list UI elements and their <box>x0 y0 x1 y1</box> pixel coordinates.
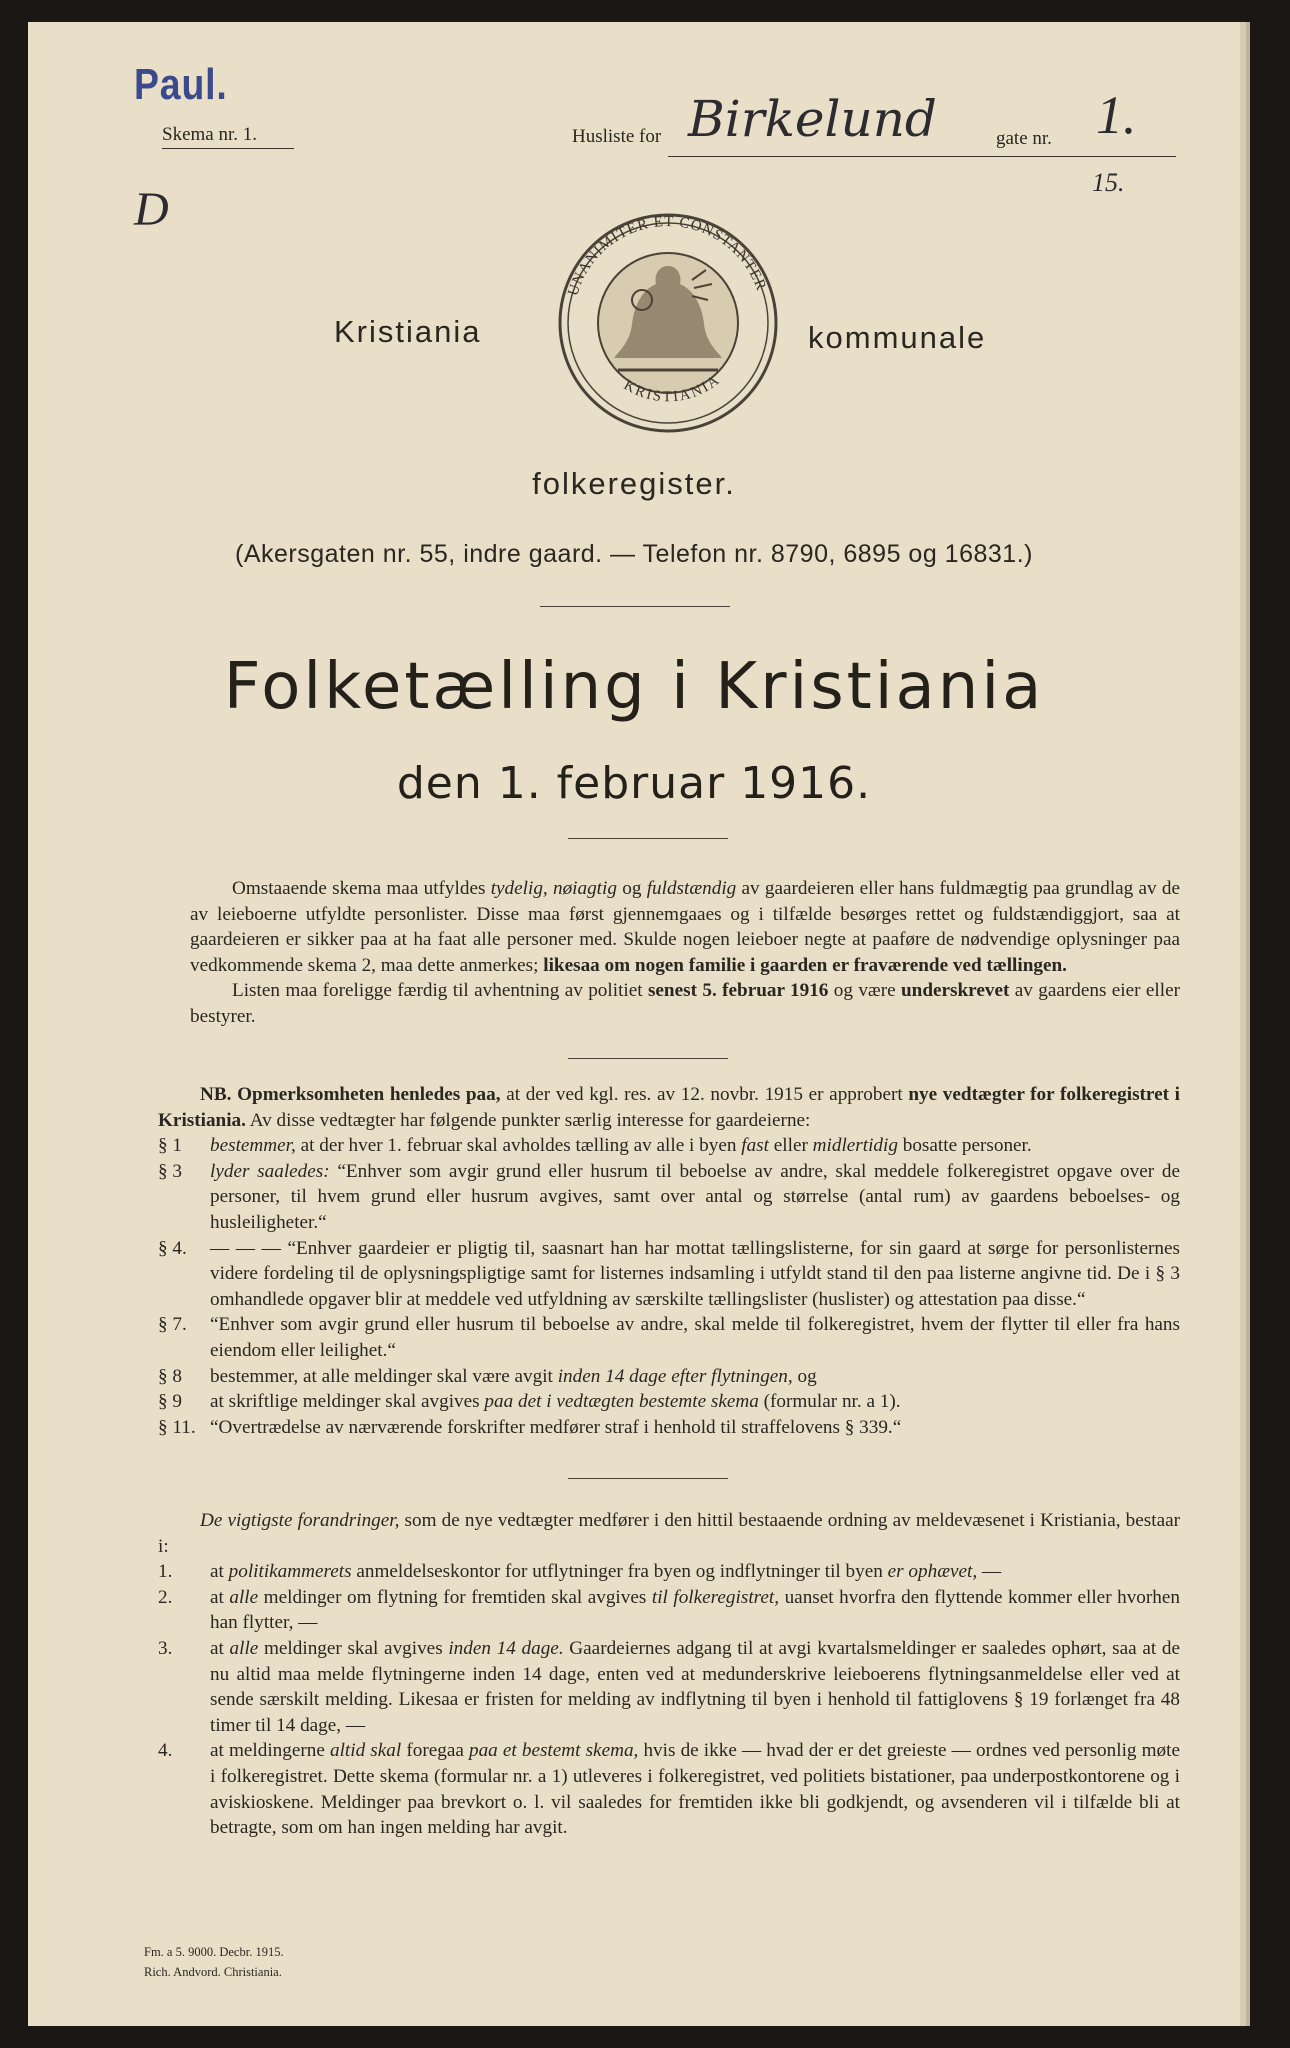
document-page <box>28 22 1246 2026</box>
section-4: § 4. — — — “Enhver gaardeier er pligtig til, saasnart han har mottat tællingslisterne, for sin gaard at sørge for personlisternes videre fordeling til de oplysningspligtige samt for listernes indsamling i utfyldt stand til den paa listerne angivne tid. De i § 3 omhandlede opgaver blir at meddele ved utfyldning av særskilte tællingslister (huslister) og attestation paa disse.“ <box>158 1237 1180 1310</box>
nb-section <box>158 1082 1180 1440</box>
divider-2 <box>568 838 728 839</box>
husliste-label: Husliste for <box>572 126 662 147</box>
handwritten-corner-mark: D <box>134 183 169 236</box>
section-3: § 3 lyder saaledes: “Enhver som avgir grund eller husrum til beboelse av andre, skal meddele folkeregistret opgave over de personer, til hvem grund eller husrum avgives, samt over antal og størrelse (antal rum) av gaardens beboelses- og husleiligheter.“ <box>158 1160 1180 1233</box>
footer-line-1: Fm. a 5. 9000. Decbr. 1915. <box>144 1945 284 1959</box>
city-seal-icon <box>554 210 782 436</box>
masthead-left-word: Kristiania <box>334 314 482 349</box>
changes-lead: De vigtigste forandringer, som de nye vedtægter medfører i den hittil bestaaende ordning av meldevæsenet i Kristiania, bestaar i: <box>158 1510 1180 1557</box>
svg-text:KRISTIANIA: KRISTIANIA <box>620 371 724 406</box>
intro-paragraph-1: Omstaaende skema maa utfyldes tydelig, nøiagtig og fuldstændig av gaardeieren eller hans fuldmægtig paa grundlag av de av leieboerne utfyldte personlister. Disse maa først gjennemgaaes og i tilfælde besørges rettet og fuldstændiggjort, saa at gaardeieren er sikker paa at ha faat alle personer med. Skulde nogen leieboer negte at paaføre de nødvendige oplysninger paa vedkommende skema 2, maa dette anmerkes; likesaa om nogen familie i gaarden er fraværende ved tællingen. <box>190 878 1181 976</box>
masthead-subtitle: folkeregister. <box>532 466 736 501</box>
nb-lead: NB. Opmerksomheten henledes paa, at der ved kgl. res. av 12. novbr. 1915 er approbert nye vedtægter for folkeregistret i Kristiania. Av disse vedtægter har følgende punkter særlig interesse for gaardeierne: <box>158 1084 1180 1131</box>
masthead-right-word: kommunale <box>808 320 987 355</box>
handwritten-number: 1. <box>1096 85 1137 145</box>
change-item-4: 4. at meldingerne altid skal foregaa paa et bestemt skema, hvis de ikke — hvad der er det greieste — ordnes ved personlig møte i folkeregistret. Dette skema (formular nr. a 1) utleveres i folkeregistret, ved politiets bistationer, paa underpostkontorene og i aviskioskene. Meldinger paa brevkort o. l. vil saaledes for fremtiden ikke bli godkjendt, og avsenderen vil i tilfælde bli at betragte, som om han ingen melding har avgit. <box>158 1740 1180 1839</box>
section-11: § 11. “Overtrædelse av nærværende forskrifter medfører straf i henhold til straffelovens § 339.“ <box>158 1416 902 1438</box>
changes-section <box>158 1508 1180 1841</box>
divider-1 <box>540 606 730 607</box>
svg-text:UNANIMITER ET CONSTANTER: UNANIMITER ET CONSTANTER <box>565 213 770 298</box>
divider-4 <box>568 1478 728 1479</box>
handwritten-corner-number: 15. <box>1092 168 1125 197</box>
office-address: (Akersgaten nr. 55, indre gaard. — Telefon nr. 8790, 6895 og 16831.) <box>235 540 1033 568</box>
page-title: Folketælling i Kristiania <box>223 650 1045 724</box>
skema-underline <box>162 148 294 149</box>
change-item-2: 2. at alle meldinger om flytning for fremtiden skal avgives til folkeregistret, uanset hvorfra den flyttende kommer eller hvorhen han flytter, — <box>158 1586 1180 1634</box>
print-footer <box>144 1942 284 1982</box>
section-8: § 8 bestemmer, at alle meldinger skal være avgit inden 14 dage efter flytningen, og <box>158 1365 817 1387</box>
change-item-1: 1. at politikammerets anmeldelseskontor for utflytninger fra byen og indflytninger til byen er ophævet, — <box>158 1561 1002 1583</box>
section-9: § 9 at skriftlige meldinger skal avgives paa det i vedtægten bestemte skema (formular nr. a 1). <box>158 1391 901 1413</box>
gate-label: gate nr. <box>996 128 1052 149</box>
intro-section <box>190 876 1180 1030</box>
skema-label: Skema nr. 1. <box>162 124 257 145</box>
divider-3 <box>568 1058 728 1059</box>
footer-line-2: Rich. Andvord. Christiania. <box>144 1965 282 1979</box>
section-7: § 7. “Enhver som avgir grund eller husrum til beboelse av andre, skal melde til folkeregistret, hvem der flytter til eller fra hans eiendom eller leilighet.“ <box>158 1314 1180 1361</box>
husliste-underline <box>668 156 1176 157</box>
name-stamp: Paul. <box>134 60 228 109</box>
section-1: § 1 bestemmer, at der hver 1. februar skal avholdes tælling av alle i byen fast eller midlertidig bosatte personer. <box>158 1135 1032 1157</box>
handwritten-street: Birkelund <box>688 90 937 148</box>
intro-paragraph-2: Listen maa foreligge færdig til avhentning av politiet senest 5. februar 1916 og være underskrevet av gaardens eier eller bestyrer. <box>190 980 1180 1027</box>
change-item-3: 3. at alle meldinger skal avgives inden 14 dage. Gaardeiernes adgang til at avgi kvartalsmeldinger er saaledes ophørt, saa at de nu altid maa melde flytningerne inden 14 dage, enten ved at medunderskrive leieboerens flytningsanmeldelse eller ved at sende særskilt melding. Likesaa er fristen for melding av indflytning til byen i henhold til fattiglovens § 19 forlænget fra 48 timer til 14 dage, — <box>158 1637 1180 1736</box>
date-line: den 1. februar 1916. <box>396 758 872 809</box>
